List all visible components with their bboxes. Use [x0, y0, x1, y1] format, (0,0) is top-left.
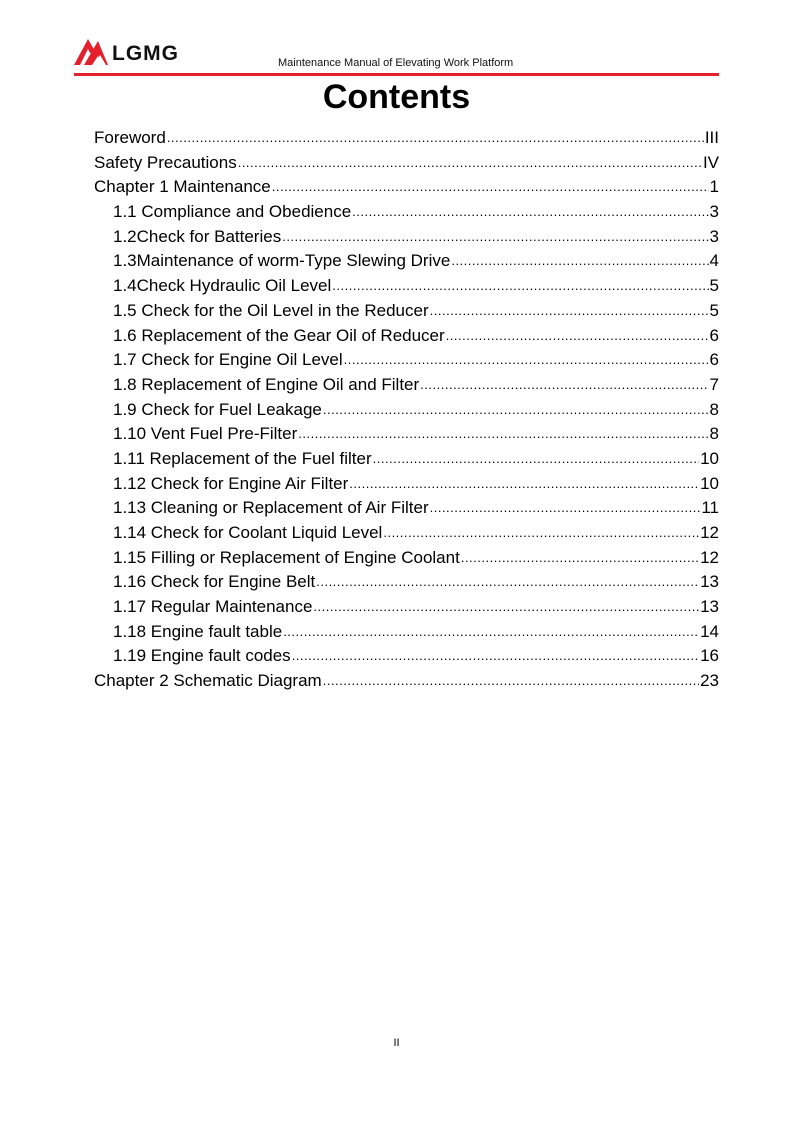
toc-entry-label: Chapter 2 Schematic Diagram	[94, 671, 322, 691]
toc-entry[interactable]	[94, 595, 719, 620]
company-logo	[74, 35, 208, 69]
header-divider	[74, 73, 719, 76]
toc-entry-page: 12	[700, 523, 719, 542]
toc-leader-dots	[238, 151, 702, 176]
toc-entry-page: 10	[700, 473, 719, 493]
toc-entry-label: 1.11 Replacement of the Fuel filter	[113, 448, 372, 468]
toc-leader-dots	[272, 175, 709, 200]
toc-entry[interactable]	[94, 200, 719, 225]
toc-leader-dots	[332, 274, 708, 299]
toc-entry-label: 1.14 Check for Coolant Liquid Level	[113, 523, 383, 542]
toc-entry-label: 1.4Check Hydraulic Oil Level	[113, 276, 332, 296]
toc-leader-dots	[323, 669, 699, 694]
toc-entry-label: 1.18 Engine fault table	[113, 621, 283, 641]
toc-entry-page: 8	[709, 399, 719, 419]
toc-entry[interactable]	[94, 175, 719, 200]
toc-entry[interactable]	[94, 669, 719, 694]
toc-entry-page: 5	[709, 300, 719, 320]
toc-leader-dots	[349, 472, 699, 497]
toc-leader-dots	[316, 570, 699, 595]
toc-entry-page: 7	[709, 374, 719, 394]
toc-entry[interactable]	[94, 472, 719, 497]
toc-entry-label: 1.17 Regular Maintenance	[113, 597, 313, 617]
toc-entry-label: 1.12 Check for Engine Air Filter	[113, 473, 349, 493]
toc-entry-label: 1.19 Engine fault codes	[113, 646, 291, 666]
toc-entry-page: 3	[709, 202, 719, 222]
toc-entry-page: 10	[700, 448, 719, 468]
toc-entry-page: 8	[709, 424, 719, 444]
toc-entry[interactable]	[94, 274, 719, 299]
toc-entry-page: III	[704, 128, 719, 147]
toc-entry-label: 1.16 Check for Engine Belt	[113, 572, 316, 592]
toc-leader-dots	[313, 595, 699, 620]
toc-entry-label: 1.2Check for Batteries	[113, 226, 282, 246]
toc-leader-dots	[420, 373, 708, 398]
toc-entry-page: 11	[701, 498, 719, 518]
toc-leader-dots	[323, 398, 709, 423]
toc-entry[interactable]	[94, 249, 719, 274]
toc-leader-dots	[352, 200, 708, 225]
toc-entry-page: 13	[700, 597, 719, 617]
toc-entry[interactable]	[94, 447, 719, 472]
toc-leader-dots	[451, 249, 708, 274]
toc-leader-dots	[167, 126, 704, 151]
toc-leader-dots	[446, 324, 709, 349]
toc-entry-label: 1.10 Vent Fuel Pre-Filter	[113, 424, 298, 444]
toc-entry[interactable]	[94, 496, 719, 521]
toc-leader-dots	[344, 348, 709, 373]
toc-entry[interactable]	[94, 422, 719, 447]
toc-entry-label: Safety Precautions	[94, 152, 237, 172]
toc-entry[interactable]	[94, 546, 719, 571]
svg-text:LGMG: LGMG	[112, 42, 179, 65]
toc-entry[interactable]	[94, 373, 719, 398]
toc-entry[interactable]	[94, 324, 719, 349]
toc-entry-page: 6	[709, 350, 719, 370]
toc-entry[interactable]	[94, 398, 719, 423]
page-title: Contents	[322, 78, 471, 116]
toc-entry-page: 12	[700, 547, 719, 567]
toc-entry-page: 13	[700, 572, 719, 592]
toc-entry-label: 1.3Maintenance of worm-Type Slewing Drive	[113, 251, 451, 271]
toc-leader-dots	[298, 422, 708, 447]
toc-entry[interactable]	[94, 225, 719, 250]
toc-entry[interactable]	[94, 299, 719, 324]
toc-entry-label: Foreword	[94, 128, 166, 147]
toc-entry-label: 1.8 Replacement of Engine Oil and Filter	[113, 374, 420, 394]
toc-entry-page: 5	[709, 276, 719, 296]
toc-entry-label: 1.7 Check for Engine Oil Level	[113, 350, 343, 370]
toc-entry-label: 1.5 Check for the Oil Level in the Reducer	[113, 300, 429, 320]
toc-entry-page: IV	[702, 152, 719, 172]
toc-entry-label: 1.13 Cleaning or Replacement of Air Filter	[113, 498, 429, 518]
toc-entry-label: 1.1 Compliance and Obedience	[113, 202, 352, 222]
toc-entry-page: 23	[700, 671, 719, 691]
toc-entry[interactable]	[94, 126, 719, 151]
toc-leader-dots	[283, 620, 699, 645]
toc-entry[interactable]	[94, 570, 719, 595]
toc-entry[interactable]	[94, 644, 719, 669]
toc-entry-page: 4	[709, 251, 719, 271]
lgmg-logo-icon	[74, 35, 208, 69]
toc-entry-page: 16	[700, 646, 719, 666]
toc-entry-label: 1.6 Replacement of the Gear Oil of Reducer	[113, 325, 445, 345]
toc-entry[interactable]	[94, 151, 719, 176]
toc-leader-dots	[430, 496, 701, 521]
table-of-contents	[94, 126, 719, 694]
toc-entry-page: 1	[709, 177, 719, 197]
toc-leader-dots	[430, 299, 709, 324]
toc-leader-dots	[383, 521, 699, 546]
toc-entry-page: 3	[709, 226, 719, 246]
toc-entry[interactable]	[94, 620, 719, 645]
toc-leader-dots	[292, 644, 699, 669]
toc-entry[interactable]	[94, 521, 719, 546]
toc-entry-label: 1.9 Check for Fuel Leakage	[113, 399, 322, 419]
toc-leader-dots	[282, 225, 708, 250]
page-number: II	[393, 1037, 400, 1049]
toc-entry-label: 1.15 Filling or Replacement of Engine Coolant	[113, 547, 460, 567]
toc-entry-page: 14	[700, 621, 719, 641]
toc-leader-dots	[461, 546, 699, 571]
toc-leader-dots	[373, 447, 699, 472]
toc-entry-page: 6	[709, 325, 719, 345]
toc-entry[interactable]	[94, 348, 719, 373]
toc-entry-label: Chapter 1 Maintenance	[94, 177, 271, 197]
manual-title: Maintenance Manual of Elevating Work Platform	[278, 57, 514, 69]
